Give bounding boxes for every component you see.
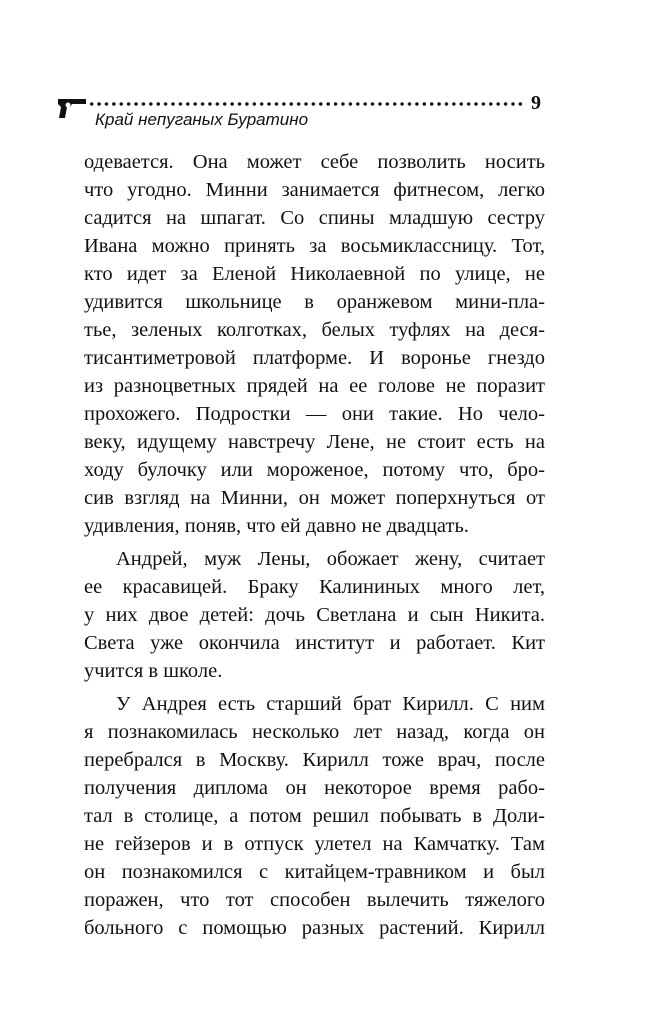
body-text <box>84 148 545 947</box>
text-line: тье, зеленых колготках, белых туфлях на деся- <box>84 319 545 341</box>
paragraph <box>84 690 545 942</box>
text-line: садится на шпагат. Со спины младшую сестру <box>84 207 545 229</box>
paragraph <box>84 545 545 685</box>
text-line: тисантиметровой платформе. И воронье гнездо <box>84 347 545 369</box>
text-line: ходу булочку или мороженое, потому что, бро- <box>84 459 545 481</box>
text-line: у них двое детей: дочь Светлана и сын Никита. <box>84 604 545 626</box>
text-line: удивления, поняв, что ей давно не двадцать. <box>84 515 469 537</box>
page-header <box>0 0 661 140</box>
text-line: что угодно. Минни занимается фитнесом, легко <box>84 179 545 201</box>
dotted-rule <box>88 101 526 107</box>
text-line: веку, идущему навстречу Лене, не стоит есть на <box>84 431 545 453</box>
text-line: Света уже окончила институт и работает. Кит <box>84 632 545 654</box>
text-line: Ивана можно принять за восьмиклассницу. Тот, <box>84 235 545 257</box>
text-line: я познакомилась несколько лет назад, когда он <box>84 721 545 743</box>
page-number: 9 <box>531 92 541 114</box>
text-line: кто идет за Еленой Николаевной по улице, не <box>84 263 545 285</box>
text-line: перебрался в Москву. Кирилл тоже врач, после <box>84 749 545 771</box>
text-line: больного с помощью разных растений. Кирилл <box>84 917 545 939</box>
running-title: Край непуганых Буратино <box>95 110 309 129</box>
text-line: он познакомился с китайцем-травником и был <box>84 861 545 883</box>
text-line: ее красавицей. Браку Калининых много лет, <box>84 576 545 598</box>
text-line: У Андрея есть старший брат Кирилл. С ним <box>116 693 545 715</box>
text-line: не гейзеров и в отпуск улетел на Камчатку. Там <box>84 833 545 855</box>
text-line: учится в школе. <box>84 660 223 682</box>
text-line: получения диплома он некоторое время рабо- <box>84 777 545 799</box>
text-line: сив взгляд на Минни, он может поперхнуться от <box>84 487 545 509</box>
text-line: тал в столице, а потом решил побывать в Доли- <box>84 805 545 827</box>
text-line: удивится школьнице в оранжевом мини-пла- <box>84 291 545 313</box>
text-line: поражен, что тот способен вылечить тяжелого <box>84 889 545 911</box>
text-line: из разноцветных прядей на ее голове не поразит <box>84 375 545 397</box>
text-line: Андрей, муж Лены, обожает жену, считает <box>116 548 545 570</box>
paragraph <box>84 148 545 540</box>
text-line: одевается. Она может себе позволить носить <box>84 151 545 173</box>
revolver-icon <box>57 96 87 120</box>
text-line: прохожего. Подростки — они такие. Но чело- <box>84 403 545 425</box>
